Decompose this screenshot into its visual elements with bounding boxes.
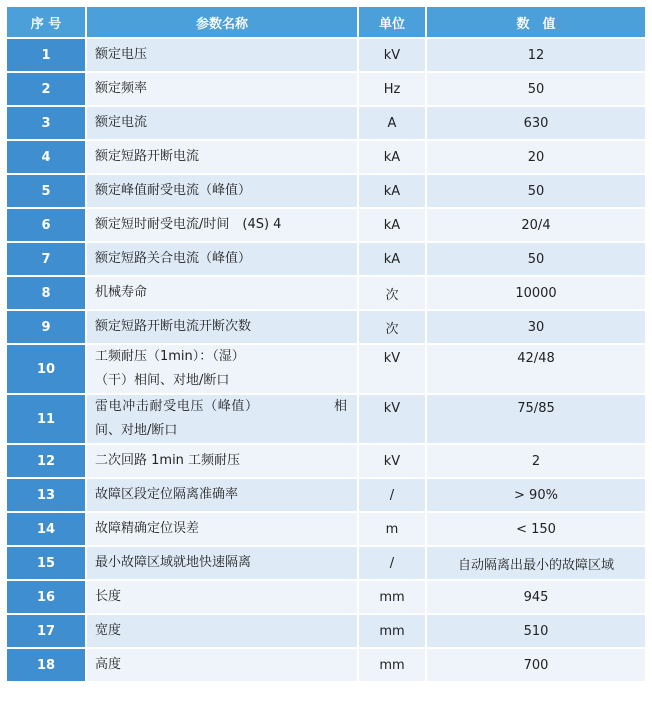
table-row [7,649,645,681]
table-row [7,107,645,139]
row-name: 工频耐压（1min）：（湿） （干）相间、对地/断口 [95,349,245,388]
table-row [7,547,645,579]
row-unit: kV [359,345,425,393]
row-value: 12 [427,39,645,71]
table-row [7,73,645,105]
row-name-cell [87,547,357,579]
row-name-cell [87,141,357,173]
row-seq: 3 [7,107,85,139]
header-name: 参数名称 [87,7,357,37]
row-unit: m [359,513,425,545]
row-unit: kA [359,209,425,241]
row-value: 945 [427,581,645,613]
row-value: 630 [427,107,645,139]
row-value: 50 [427,243,645,275]
row-name: 最小故障区域就地快速隔离 [95,555,252,570]
row-name-cell [87,345,357,393]
row-name-cell [87,581,357,613]
row-unit: / [359,547,425,579]
table-row [7,141,645,173]
row-value: 510 [427,615,645,647]
row-name: 宽度 [95,623,122,638]
row-name-cell [87,513,357,545]
row-unit: kV [359,445,425,477]
row-value: 42/48 [427,345,645,393]
spec-table [5,5,647,683]
row-name-cell [87,649,357,681]
row-name: 机械寿命 [95,285,148,300]
row-value: 75/85 [427,395,645,443]
header-seq: 序 号 [7,7,85,37]
row-name-cell [87,445,357,477]
row-unit: 次 [359,311,425,343]
row-unit: Hz [359,73,425,105]
row-name: 额定短路开断电流开断次数 [95,319,252,334]
row-name-cell [87,107,357,139]
row-value: 20/4 [427,209,645,241]
row-unit: kA [359,141,425,173]
row-value: 自动隔离出最小的故障区域 [427,547,645,579]
row-value: < 150 [427,513,645,545]
row-value: 50 [427,73,645,105]
row-seq: 8 [7,277,85,309]
table-row [7,209,645,241]
row-name-cell [87,39,357,71]
row-seq: 12 [7,445,85,477]
table-row [7,345,645,393]
row-seq: 15 [7,547,85,579]
spec-table-body [7,39,645,681]
row-seq: 11 [7,395,85,443]
row-name: 二次回路 1min 工频耐压 [95,453,241,468]
table-row [7,277,645,309]
row-name: 雷电冲击耐受电压（峰值） 相间、对地/断口 [95,399,347,438]
row-seq: 16 [7,581,85,613]
row-value: 50 [427,175,645,207]
row-name: 故障精确定位误差 [95,521,200,536]
row-name-cell [87,243,357,275]
table-row [7,395,645,443]
row-seq: 2 [7,73,85,105]
row-seq: 9 [7,311,85,343]
row-seq: 18 [7,649,85,681]
row-name: 高度 [95,657,122,672]
row-seq: 6 [7,209,85,241]
row-unit: kA [359,243,425,275]
row-name-cell [87,175,357,207]
row-unit: mm [359,649,425,681]
table-row [7,581,645,613]
row-unit: mm [359,581,425,613]
row-unit: kV [359,395,425,443]
row-value: 20 [427,141,645,173]
row-name-cell [87,311,357,343]
row-name-cell [87,615,357,647]
row-seq: 14 [7,513,85,545]
row-name-cell [87,395,357,443]
table-row [7,311,645,343]
row-unit: A [359,107,425,139]
row-name: 故障区段定位隔离准确率 [95,487,239,502]
row-name: 额定电流 [95,115,148,130]
row-unit: kV [359,39,425,71]
row-name-cell [87,277,357,309]
row-value: 30 [427,311,645,343]
row-seq: 7 [7,243,85,275]
table-row [7,479,645,511]
row-seq: 13 [7,479,85,511]
row-unit: / [359,479,425,511]
row-name: 额定短路开断电流 [95,149,200,164]
header-value: 数 值 [427,7,645,37]
row-value: > 90% [427,479,645,511]
row-name: 额定峰值耐受电流（峰值） [95,183,252,198]
header-unit: 单位 [359,7,425,37]
table-row [7,615,645,647]
table-row [7,243,645,275]
table-row [7,513,645,545]
row-name-cell [87,209,357,241]
table-row [7,39,645,71]
row-seq: 4 [7,141,85,173]
row-unit: kA [359,175,425,207]
row-seq: 10 [7,345,85,393]
table-row [7,175,645,207]
row-value: 10000 [427,277,645,309]
row-seq: 17 [7,615,85,647]
table-row [7,445,645,477]
row-name: 额定频率 [95,81,148,96]
row-value: 2 [427,445,645,477]
row-name: 额定短路关合电流（峰值） [95,251,252,266]
header-row [7,7,645,37]
row-seq: 1 [7,39,85,71]
row-name-cell [87,73,357,105]
row-name: 长度 [95,589,122,604]
row-value: 700 [427,649,645,681]
row-name-cell [87,479,357,511]
row-name: 额定短时耐受电流/时间 (4S) 4 [95,217,282,232]
row-seq: 5 [7,175,85,207]
row-name: 额定电压 [95,47,148,62]
row-unit: 次 [359,277,425,309]
row-unit: mm [359,615,425,647]
